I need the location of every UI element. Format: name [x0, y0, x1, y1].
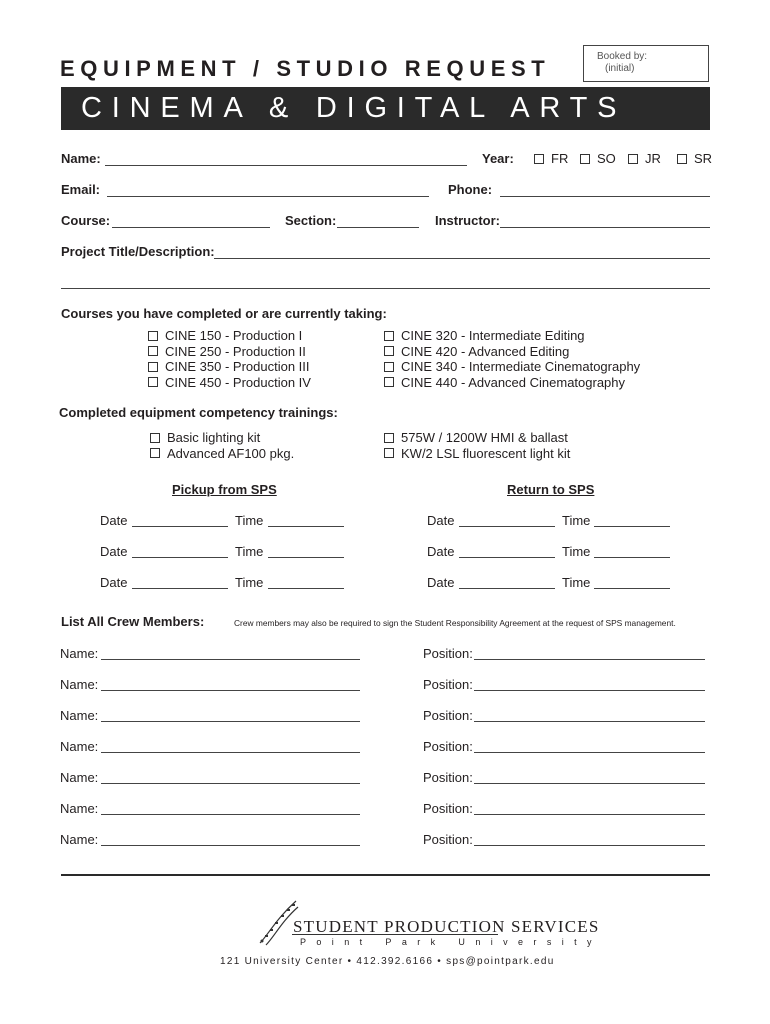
courses-left-list — [148, 328, 311, 390]
crew-name-label: Name: — [60, 801, 99, 816]
course-cine320[interactable] — [384, 328, 640, 344]
crew-name-field[interactable] — [101, 845, 360, 846]
crew-name-field[interactable] — [101, 783, 360, 784]
return-date-label: Date — [427, 575, 455, 590]
course-label: Course: — [61, 213, 111, 228]
course-cine450[interactable] — [148, 375, 311, 391]
year-jr-label: JR — [645, 151, 661, 166]
year-jr-checkbox[interactable] — [628, 154, 638, 164]
training-checkbox[interactable] — [150, 448, 160, 458]
phone-label: Phone: — [448, 182, 493, 197]
name-label: Name: — [61, 151, 101, 166]
year-fr-checkbox[interactable] — [534, 154, 544, 164]
course-cine150-checkbox[interactable] — [148, 331, 158, 341]
crew-name-label: Name: — [60, 677, 99, 692]
course-label: CINE 420 - Advanced Editing — [401, 343, 570, 359]
course-label: CINE 340 - Intermediate Cinematography — [401, 359, 641, 374]
logo-underline — [292, 934, 498, 935]
courses-heading: Courses you have completed or are currently taking: — [61, 306, 387, 321]
year-sr-label: SR — [694, 151, 713, 166]
pickup-time-field[interactable] — [268, 526, 344, 527]
phone-field[interactable] — [500, 196, 710, 197]
instructor-field[interactable] — [500, 227, 710, 228]
email-field[interactable] — [107, 196, 429, 197]
pickup-date-field[interactable] — [132, 526, 228, 527]
crew-position-field[interactable] — [474, 814, 705, 815]
crew-position-field[interactable] — [474, 690, 705, 691]
trainings-right-list — [384, 430, 570, 461]
pickup-time-label: Time — [235, 544, 264, 559]
crew-name-label: Name: — [60, 770, 99, 785]
course-cine250-checkbox[interactable] — [148, 346, 158, 356]
footer-rule — [61, 874, 710, 876]
crew-name-field[interactable] — [101, 659, 360, 660]
crew-position-field[interactable] — [474, 845, 705, 846]
course-cine450-checkbox[interactable] — [148, 377, 158, 387]
course-label: CINE 150 - Production I — [165, 328, 303, 343]
course-cine250[interactable] — [148, 344, 311, 360]
crew-name-label: Name: — [60, 739, 99, 754]
return-date-label: Date — [427, 513, 455, 528]
training-label: Basic lighting kit — [167, 430, 261, 445]
crew-position-field[interactable] — [474, 783, 705, 784]
instructor-label: Instructor: — [435, 213, 500, 228]
crew-name-field[interactable] — [101, 814, 360, 815]
year-option-sr[interactable] — [677, 151, 712, 167]
year-option-so[interactable] — [580, 151, 616, 167]
course-cine350[interactable] — [148, 359, 311, 375]
return-time-label: Time — [562, 544, 591, 559]
crew-position-field[interactable] — [474, 659, 705, 660]
crew-name-label: Name: — [60, 708, 99, 723]
training-hmi[interactable] — [384, 430, 570, 446]
course-cine440[interactable] — [384, 375, 640, 391]
training-checkbox[interactable] — [150, 433, 160, 443]
course-label: CINE 250 - Production II — [165, 343, 306, 359]
year-so-label: SO — [597, 151, 616, 166]
training-label: 575W / 1200W HMI & ballast — [401, 430, 568, 445]
crew-position-label: Position: — [423, 708, 473, 723]
crew-heading: List All Crew Members: — [61, 614, 205, 629]
return-date-field[interactable] — [459, 588, 555, 589]
project-field-line-2[interactable] — [61, 288, 710, 289]
university-name: Point Park University — [300, 937, 602, 947]
booked-initial-label: (initial) — [605, 63, 635, 74]
training-kino[interactable] — [384, 446, 570, 462]
crew-position-field[interactable] — [474, 752, 705, 753]
course-cine340[interactable] — [384, 359, 640, 375]
course-cine440-checkbox[interactable] — [384, 377, 394, 387]
return-heading: Return to SPS — [507, 482, 595, 497]
booked-by-box[interactable] — [583, 45, 709, 82]
course-label: CINE 320 - Intermediate Editing — [401, 328, 585, 343]
course-cine420-checkbox[interactable] — [384, 346, 394, 356]
crew-position-field[interactable] — [474, 721, 705, 722]
course-cine150[interactable] — [148, 328, 311, 344]
return-date-label: Date — [427, 544, 455, 559]
crew-position-label: Position: — [423, 646, 473, 661]
training-label: KW/2 LSL fluorescent light kit — [401, 445, 571, 461]
pickup-time-field[interactable] — [268, 588, 344, 589]
pickup-heading: Pickup from SPS — [172, 482, 277, 497]
course-label: CINE 440 - Advanced Cinematography — [401, 374, 626, 390]
training-checkbox[interactable] — [384, 433, 394, 443]
return-time-field[interactable] — [594, 588, 670, 589]
crew-position-label: Position: — [423, 770, 473, 785]
pickup-time-label: Time — [235, 513, 264, 528]
course-cine350-checkbox[interactable] — [148, 362, 158, 372]
crew-name-label: Name: — [60, 646, 99, 661]
crew-name-label: Name: — [60, 832, 99, 847]
courses-right-list — [384, 328, 640, 390]
crew-position-label: Position: — [423, 677, 473, 692]
year-so-checkbox[interactable] — [580, 154, 590, 164]
project-field[interactable] — [214, 258, 710, 259]
pickup-date-label: Date — [100, 575, 128, 590]
training-label: Advanced AF100 pkg. — [167, 445, 295, 461]
pickup-date-field[interactable] — [132, 557, 228, 558]
year-label: Year: — [482, 151, 514, 166]
trainings-left-list — [150, 430, 294, 461]
pickup-date-label: Date — [100, 544, 128, 559]
return-date-field[interactable] — [459, 526, 555, 527]
crew-name-field[interactable] — [101, 752, 360, 753]
return-date-field[interactable] — [459, 557, 555, 558]
course-cine420[interactable] — [384, 344, 640, 360]
crew-position-label: Position: — [423, 739, 473, 754]
return-time-field[interactable] — [594, 526, 670, 527]
training-checkbox[interactable] — [384, 448, 394, 458]
return-time-label: Time — [562, 575, 591, 590]
pickup-date-field[interactable] — [132, 588, 228, 589]
course-label: CINE 350 - Production III — [165, 359, 310, 374]
email-label: Email: — [61, 182, 101, 197]
department-banner: CINEMA & DIGITAL ARTS — [61, 87, 710, 130]
crew-note: Crew members may also be required to sign the Student Responsibility Agreement at the request of SPS management. — [234, 618, 676, 628]
crew-position-label: Position: — [423, 801, 473, 816]
training-basic-lighting[interactable] — [150, 430, 294, 446]
crew-position-label: Position: — [423, 832, 473, 847]
course-field[interactable] — [112, 227, 270, 228]
sps-logo-text: STUDENT PRODUCTION SERVICES — [293, 917, 600, 936]
year-option-jr[interactable] — [628, 151, 661, 167]
pickup-date-label: Date — [100, 513, 128, 528]
name-field[interactable] — [105, 165, 467, 166]
section-label: Section: — [285, 213, 337, 228]
course-label: CINE 450 - Production IV — [165, 374, 311, 390]
pickup-time-label: Time — [235, 575, 264, 590]
year-option-fr[interactable] — [534, 151, 568, 167]
return-time-field[interactable] — [594, 557, 670, 558]
training-af100[interactable] — [150, 446, 294, 462]
form-title: EQUIPMENT / STUDIO REQUEST — [60, 56, 551, 81]
footer-address: 121 University Center • 412.392.6166 • sps@pointpark.edu — [220, 956, 555, 967]
trainings-heading: Completed equipment competency trainings: — [59, 405, 338, 420]
course-cine340-checkbox[interactable] — [384, 362, 394, 372]
pickup-time-field[interactable] — [268, 557, 344, 558]
course-cine320-checkbox[interactable] — [384, 331, 394, 341]
year-fr-label: FR — [551, 151, 569, 166]
year-sr-checkbox[interactable] — [677, 154, 687, 164]
project-label: Project Title/Description: — [61, 244, 215, 259]
crew-name-field[interactable] — [101, 721, 360, 722]
section-field[interactable] — [337, 227, 419, 228]
crew-name-field[interactable] — [101, 690, 360, 691]
return-time-label: Time — [562, 513, 591, 528]
booked-by-label: Booked by: — [597, 51, 648, 62]
